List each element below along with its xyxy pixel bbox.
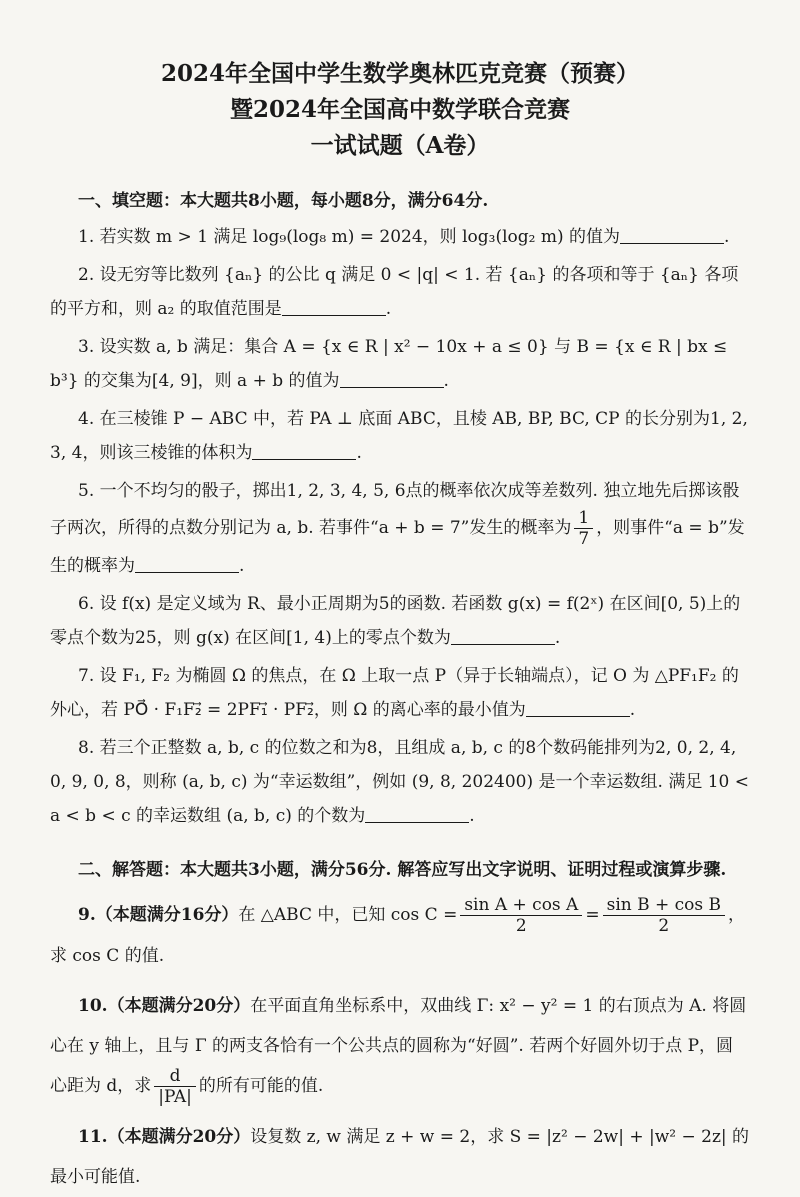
question-10-heading: 10.（本题满分20分）	[78, 996, 251, 1016]
answer-blank	[135, 556, 239, 573]
question-9-text-b: ，求 cos C 的值.	[50, 905, 746, 966]
answer-blank	[340, 371, 444, 388]
answer-blank	[252, 443, 356, 460]
question-2-text: 2. 设无穷等比数列 {aₙ} 的公比 q 满足 0 < |q| < 1. 若 {aₙ} 的各项和等于 {aₙ} 各项的平方和，则 a₂ 的取值范围是	[50, 265, 739, 319]
question-11	[50, 1117, 750, 1197]
fraction-numerator: 1	[574, 508, 593, 529]
equals-sign: =	[585, 905, 600, 925]
question-4-text: 4. 在三棱锥 P − ABC 中，若 PA ⊥ 底面 ABC，且棱 AB, BP, BC, CP 的长分别为1, 2, 3, 4，则该三棱锥的体积为	[50, 409, 748, 463]
question-8: 8. 若三个正整数 a, b, c 的位数之和为8，且组成 a, b, c 的8个数码能排列为2, 0, 2, 4, 0, 9, 0, 8，则称 (a, b, c) 为“幸运数组”，例如 (9, 8, 202400) 是一个幸运数组. 满足 10 < a < b < c 的幸运数组 (a, b, c) 的个数为 .	[50, 738, 749, 826]
fraction-numerator: d	[154, 1066, 196, 1087]
answer-blank	[282, 299, 386, 316]
fraction-denominator: 2	[515, 916, 527, 936]
question-11-text: 设复数 z, w 满足 z + w = 2，求 S = |z² − 2w| + |w² − 2z| 的最小可能值.	[50, 1127, 750, 1187]
question-9-text-a: 在 △ABC 中，已知 cos C =	[238, 905, 458, 925]
question-7-text: 7. 设 F₁, F₂ 为椭圆 Ω 的焦点，在 Ω 上取一点 P（异于长轴端点），记 O 为 △PF₁F₂ 的外心，若 PO⃗ · F₁F₂⃗ = 2PF₁⃗ · PF₂⃗，则 Ω 的离心率的最小值为	[50, 666, 739, 720]
question-9-heading: 9.（本题满分16分）	[78, 905, 239, 925]
question-9	[50, 895, 750, 976]
fraction-numerator: sin A + cos A	[460, 895, 582, 916]
question-10-text-b: 的所有可能的值.	[198, 1076, 324, 1096]
answer-blank	[526, 700, 630, 717]
fraction	[460, 895, 582, 936]
fraction	[154, 1066, 196, 1107]
question-6: 6. 设 f(x) 是定义域为 R、最小正周期为5的函数. 若函数 g(x) = f(2ˣ) 在区间[0, 5)上的零点个数为25，则 g(x) 在区间[1, 4)上的零点个数为 .	[50, 594, 741, 648]
fraction	[603, 895, 725, 936]
exam-title	[50, 56, 750, 164]
fraction-denominator: |PA|	[158, 1087, 192, 1107]
title-line-1: 2024年全国中学生数学奥林匹克竞赛（预赛）	[160, 60, 639, 87]
answer-blank	[451, 628, 555, 645]
question-8-text: 8. 若三个正整数 a, b, c 的位数之和为8，且组成 a, b, c 的8个数码能排列为2, 0, 2, 4, 0, 9, 0, 8，则称 (a, b, c) 为“幸运数组”，例如 (9, 8, 202400) 是一个幸运数组. 满足 10 < a < b < c 的幸运数组 (a, b, c) 的个数为	[50, 738, 749, 826]
answer-blank	[620, 227, 724, 244]
question-1: 1. 若实数 m > 1 满足 log₉(log₈ m) = 2024，则 log₃(log₂ m) 的值为 .	[78, 227, 730, 247]
fraction-denominator: 7	[578, 529, 590, 549]
question-6-text: 6. 设 f(x) 是定义域为 R、最小正周期为5的函数. 若函数 g(x) = f(2ˣ) 在区间[0, 5)上的零点个数为25，则 g(x) 在区间[1, 4)上的零点个数为	[50, 594, 741, 648]
question-5-text-a: 5. 一个不均匀的骰子，掷出1, 2, 3, 4, 5, 6点的概率依次成等差数列. 独立地先后掷该骰子两次，所得的点数分别记为 a, b. 若事件“a + b = 7”发生的概率为	[50, 481, 740, 538]
fraction-numerator: sin B + cos B	[603, 895, 725, 916]
answer-blank	[365, 806, 469, 823]
section-2-heading: 二、解答题：本大题共3小题，满分56分. 解答应写出文字说明、证明过程或演算步骤.	[78, 860, 727, 880]
question-7: 7. 设 F₁, F₂ 为椭圆 Ω 的焦点，在 Ω 上取一点 P（异于长轴端点），记 O 为 △PF₁F₂ 的外心，若 PO⃗ · F₁F₂⃗ = 2PF₁⃗ · PF₂⃗，则 Ω 的离心率的最小值为 .	[50, 666, 739, 720]
question-2: 2. 设无穷等比数列 {aₙ} 的公比 q 满足 0 < |q| < 1. 若 {aₙ} 的各项和等于 {aₙ} 各项的平方和，则 a₂ 的取值范围是 .	[50, 265, 739, 319]
title-line-2: 暨2024年全国高中数学联合竞赛	[229, 96, 570, 123]
question-4: 4. 在三棱锥 P − ABC 中，若 PA ⊥ 底面 ABC，且棱 AB, BP, BC, CP 的长分别为1, 2, 3, 4，则该三棱锥的体积为 .	[50, 409, 748, 463]
question-1-text: 1. 若实数 m > 1 满足 log₉(log₈ m) = 2024，则 log₃(log₂ m) 的值为	[78, 227, 620, 247]
question-5-text-b: ，则事件“a = b”发生的概率为	[50, 518, 745, 576]
question-10	[50, 986, 750, 1107]
fraction	[574, 508, 593, 549]
question-11-heading: 11.（本题满分20分）	[78, 1127, 251, 1147]
question-10-text-a: 在平面直角坐标系中，双曲线 Γ: x² − y² = 1 的右顶点为 A. 将圆心在 y 轴上，且与 Γ 的两支各恰有一个公共点的圆称为“好圆”. 若两个好圆外切于点 P，圆心距为 d，求	[50, 996, 747, 1096]
title-line-3: 一试试题（A卷）	[310, 132, 490, 159]
question-5: 5. 一个不均匀的骰子，掷出1, 2, 3, 4, 5, 6点的概率依次成等差数列. 独立地先后掷该骰子两次，所得的点数分别记为 a, b. 若事件“a + b = 7”发生的概率为 $\frac{1}{7}$ ，则事件“a = b”发生的概率为 .	[50, 481, 745, 576]
section-1-heading: 一、填空题：本大题共8小题，每小题8分，满分64分.	[78, 191, 489, 211]
question-3: 3. 设实数 a, b 满足：集合 A = {x ∈ R | x² − 10x + a ≤ 0} 与 B = {x ∈ R | bx ≤ b³} 的交集为[4, 9]，则 a + b 的值为 .	[50, 337, 728, 391]
fraction-denominator: 2	[658, 916, 670, 936]
question-3-text: 3. 设实数 a, b 满足：集合 A = {x ∈ R | x² − 10x + a ≤ 0} 与 B = {x ∈ R | bx ≤ b³} 的交集为[4, 9]，则 a + b 的值为	[50, 337, 728, 391]
